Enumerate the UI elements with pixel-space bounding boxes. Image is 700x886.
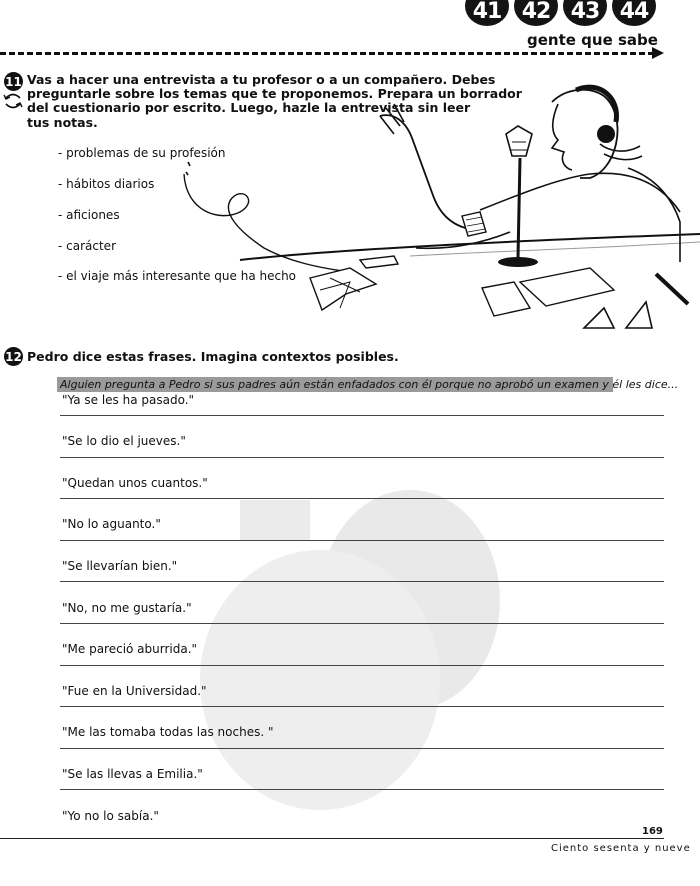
topic-item: - aficiones bbox=[58, 208, 120, 222]
arrow-right-icon bbox=[652, 47, 664, 59]
topic-item: - carácter bbox=[58, 239, 117, 253]
answer-line[interactable] bbox=[60, 498, 664, 499]
quote-item: "Quedan unos cuantos." bbox=[62, 476, 208, 490]
unit-badge-43: 43 bbox=[563, 0, 607, 26]
quote-item: "Se lo dio el jueves." bbox=[62, 434, 186, 448]
exercise-11-instruction-line-2: preguntarle sobre los temas que te proponemos. Prepara un borrador bbox=[27, 86, 522, 101]
answer-line[interactable] bbox=[60, 581, 664, 582]
exercise-11-instruction-line-3: del cuestionario por escrito. Luego, hazle la entrevista sin leer bbox=[27, 100, 471, 115]
quote-item: "Se las llevas a Emilia." bbox=[62, 767, 203, 781]
exercise-11-instruction-line-4: tus notas. bbox=[27, 115, 98, 130]
answer-line[interactable] bbox=[60, 748, 664, 749]
background-photo bbox=[200, 440, 520, 820]
example-context-text: Alguien pregunta a Pedro si sus padres aún están enfadados con él porque no aprobó un examen y él les dice... bbox=[60, 378, 679, 391]
quote-item: "Fue en la Universidad." bbox=[62, 684, 207, 698]
answer-line[interactable] bbox=[60, 623, 664, 624]
exercise-12-instruction: Pedro dice estas frases. Imagina contextos posibles. bbox=[27, 349, 399, 364]
exercise-number-11: 11 bbox=[4, 72, 23, 91]
topic-item: - hábitos diarios bbox=[58, 177, 155, 191]
quote-item: "No, no me gustaría." bbox=[62, 601, 192, 615]
answer-line[interactable] bbox=[60, 789, 664, 790]
footer-rule bbox=[0, 838, 664, 839]
answer-line[interactable] bbox=[60, 457, 664, 458]
quote-item: "Yo no lo sabía." bbox=[62, 809, 159, 823]
exercise-11-instruction-line-1: Vas a hacer una entrevista a tu profesor o a un compañero. Debes bbox=[27, 72, 496, 87]
quote-item: "Me las tomaba todas las noches. " bbox=[62, 725, 274, 739]
man-with-headphones-microphone-illustration bbox=[180, 82, 700, 342]
page-number: 169 bbox=[642, 826, 663, 837]
quote-item: "No lo aguanto." bbox=[62, 517, 161, 531]
answer-line[interactable] bbox=[60, 665, 664, 666]
swap-arrows-icon bbox=[3, 92, 23, 110]
unit-badge-42: 42 bbox=[514, 0, 558, 26]
quote-item: "Me pareció aburrida." bbox=[62, 642, 198, 656]
answer-line[interactable] bbox=[60, 540, 664, 541]
unit-badge-44: 44 bbox=[612, 0, 656, 26]
quote-item: "Ya se les ha pasado." bbox=[62, 393, 195, 407]
unit-badge-41: 41 bbox=[465, 0, 509, 26]
page-number-words: Ciento sesenta y nueve bbox=[551, 843, 691, 854]
exercise-number-12: 12 bbox=[4, 347, 23, 366]
header-dashed-rule bbox=[0, 52, 654, 55]
topic-item: - el viaje más interesante que ha hecho bbox=[58, 269, 297, 283]
section-title: gente que sabe bbox=[527, 31, 658, 49]
answer-line[interactable] bbox=[60, 415, 664, 416]
topic-item: - problemas de su profesión bbox=[58, 146, 226, 160]
quote-item: "Se llevarían bien." bbox=[62, 559, 178, 573]
answer-line[interactable] bbox=[60, 706, 664, 707]
